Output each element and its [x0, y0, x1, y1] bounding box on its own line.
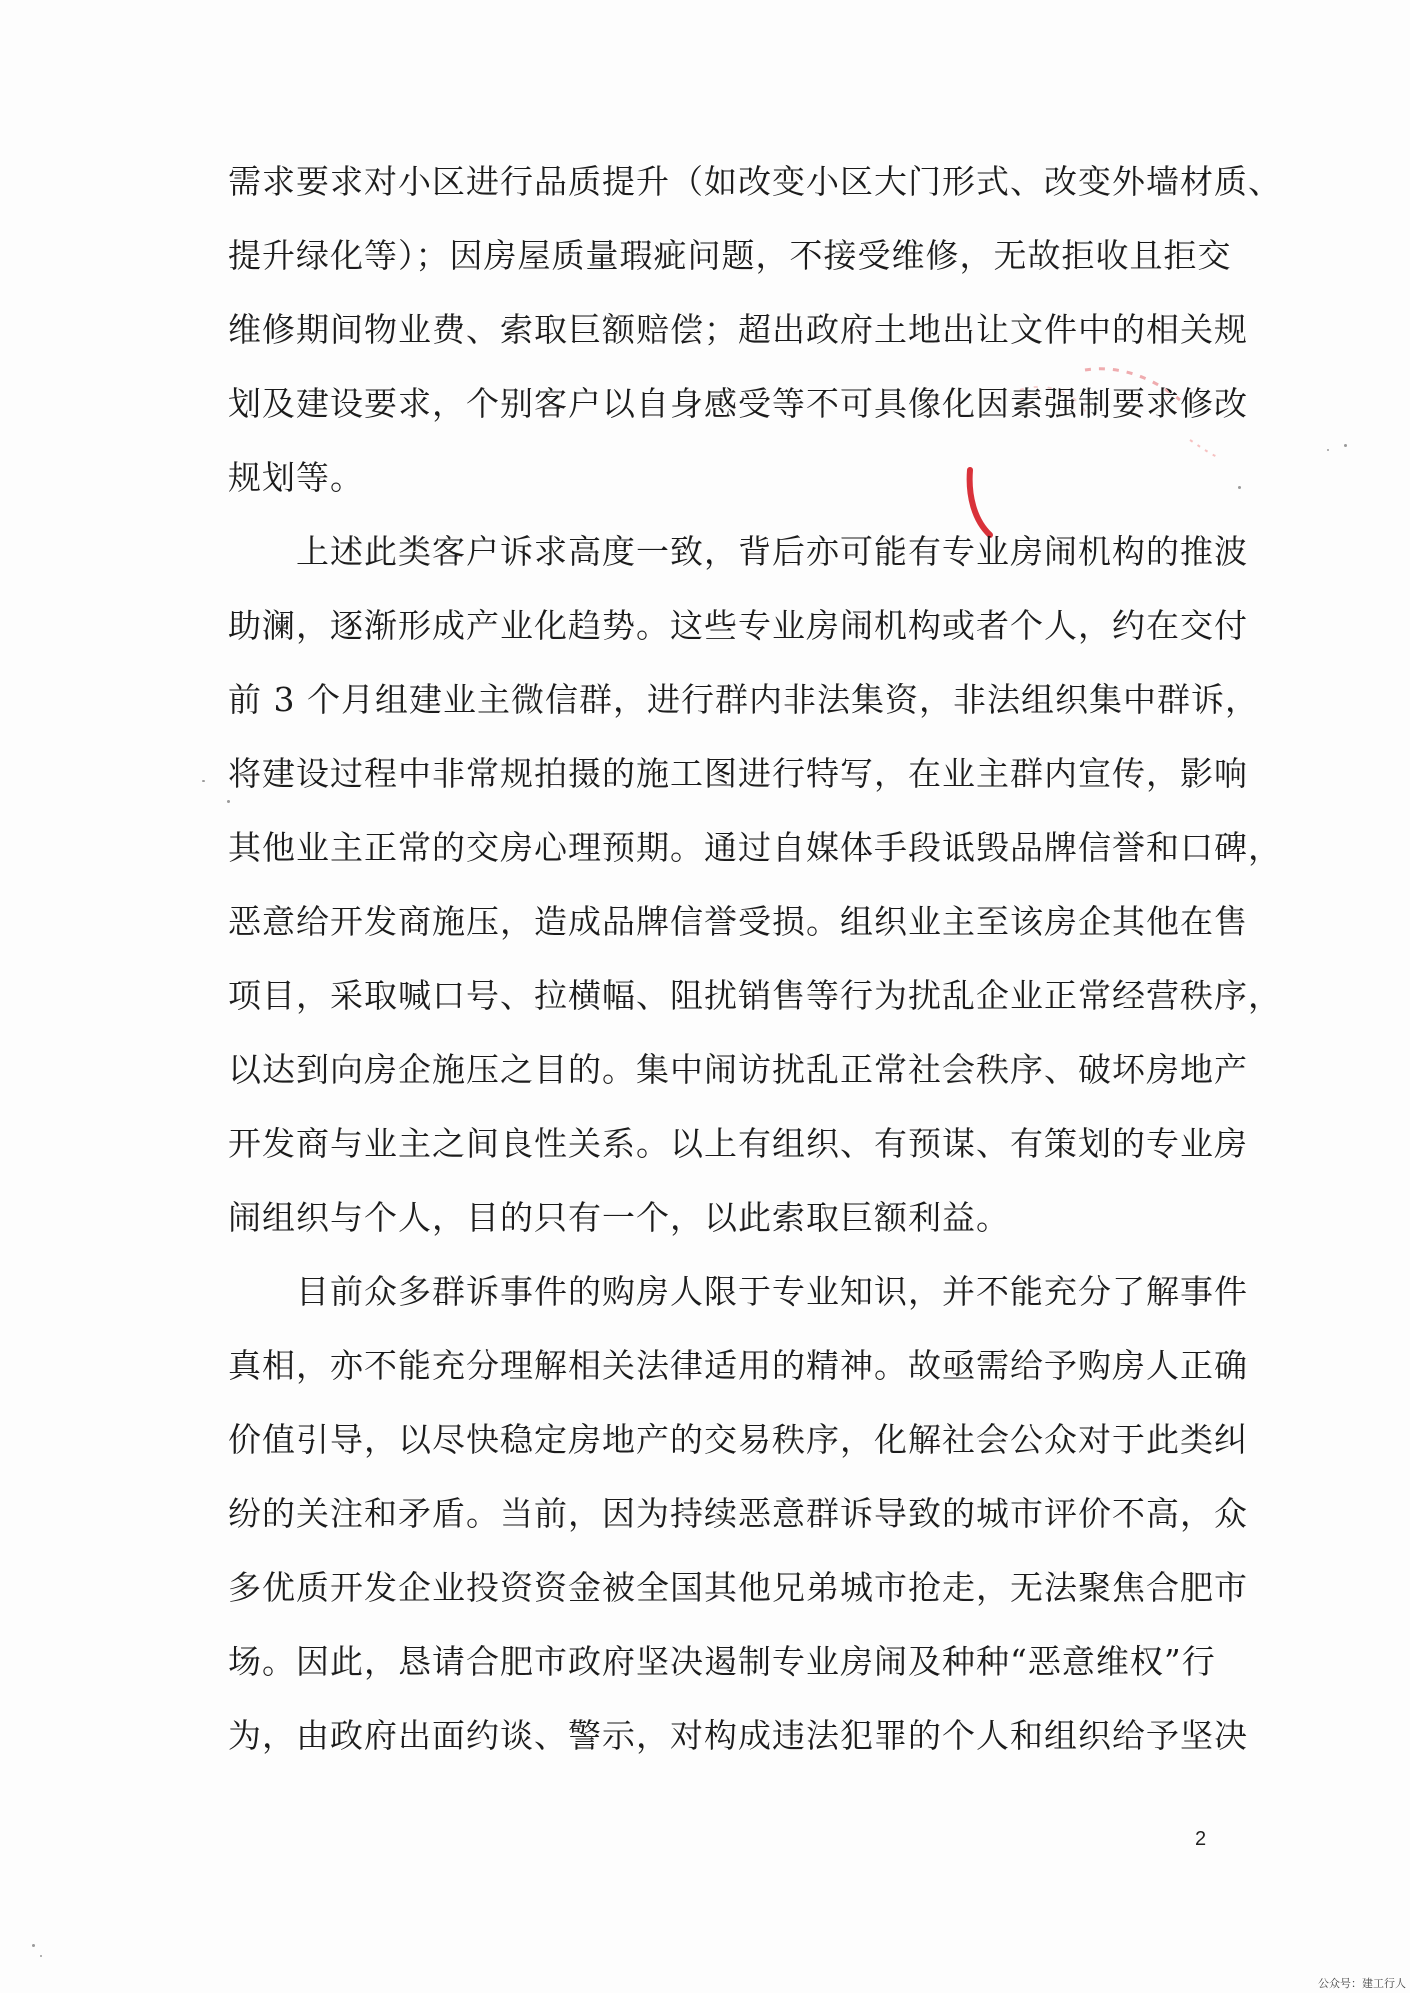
body-text-line: 提升绿化等）；因房屋质量瑕疵问题，不接受维修，无故拒收且拒交 [228, 236, 1232, 275]
scan-speck [1327, 449, 1329, 451]
body-text-line: 纷的关注和矛盾。当前，因为持续恶意群诉导致的城市评价不高，众 [228, 1494, 1248, 1533]
body-text-line: 上述此类客户诉求高度一致，背后亦可能有专业房闹机构的推波 [296, 532, 1248, 571]
body-text-line: 维修期间物业费、索取巨额赔偿；超出政府土地出让文件中的相关规 [228, 310, 1248, 349]
body-text-line: 恶意给开发商施压，造成品牌信誉受损。组织业主至该房企其他在售 [228, 902, 1248, 941]
body-text-line: 规划等。 [228, 458, 364, 497]
body-text-line: 助澜，逐渐形成产业化趋势。这些专业房闹机构或者个人，约在交付 [228, 606, 1248, 645]
body-text-line: 为，由政府出面约谈、警示，对构成违法犯罪的个人和组织给予坚决 [228, 1716, 1248, 1755]
body-text-line: 价值引导，以尽快稳定房地产的交易秩序，化解社会公众对于此类纠 [228, 1420, 1248, 1459]
red-seal-fragment [940, 330, 1360, 550]
watermark: 公众号：建工行人 [1318, 1977, 1406, 1990]
body-text-line: 真相，亦不能充分理解相关法律适用的精神。故亟需给予购房人正确 [228, 1346, 1248, 1385]
body-text-line: 将建设过程中非常规拍摄的施工图进行特写，在业主群内宣传，影响 [228, 754, 1248, 793]
body-text-line: 多优质开发企业投资资金被全国其他兄弟城市抢走，无法聚焦合肥市 [228, 1568, 1248, 1607]
scan-speck [227, 800, 230, 803]
body-text-line: 以达到向房企施压之目的。集中闹访扰乱正常社会秩序、破坏房地产 [228, 1050, 1248, 1089]
scan-speck [32, 1944, 35, 1947]
page-number: 2 [1195, 1828, 1207, 1850]
body-text-line: 开发商与业主之间良性关系。以上有组织、有预谋、有策划的专业房 [228, 1124, 1248, 1163]
body-text-line: 场。因此，恳请合肥市政府坚决遏制专业房闹及种种“恶意维权”行 [228, 1642, 1216, 1681]
scan-speck [40, 1955, 42, 1957]
body-text-line: 需求要求对小区进行品质提升（如改变小区大门形式、改变外墙材质、 [228, 162, 1282, 201]
body-text-line: 划及建设要求，个别客户以自身感受等不可具像化因素强制要求修改 [228, 384, 1248, 423]
body-text-line: 目前众多群诉事件的购房人限于专业知识，并不能充分了解事件 [296, 1272, 1248, 1311]
body-text-line: 闹组织与个人，目的只有一个，以此索取巨额利益。 [228, 1198, 1010, 1237]
body-text-line: 前 3 个月组建业主微信群，进行群内非法集资，非法组织集中群诉， [228, 680, 1259, 719]
scan-speck [1344, 444, 1347, 447]
body-text-line: 项目，采取喊口号、拉横幅、阻扰销售等行为扰乱企业正常经营秩序， [228, 976, 1282, 1015]
body-text-line: 其他业主正常的交房心理预期。通过自媒体手段诋毁品牌信誉和口碑， [228, 828, 1282, 867]
scan-speck [202, 780, 205, 782]
scan-speck [1238, 486, 1241, 489]
